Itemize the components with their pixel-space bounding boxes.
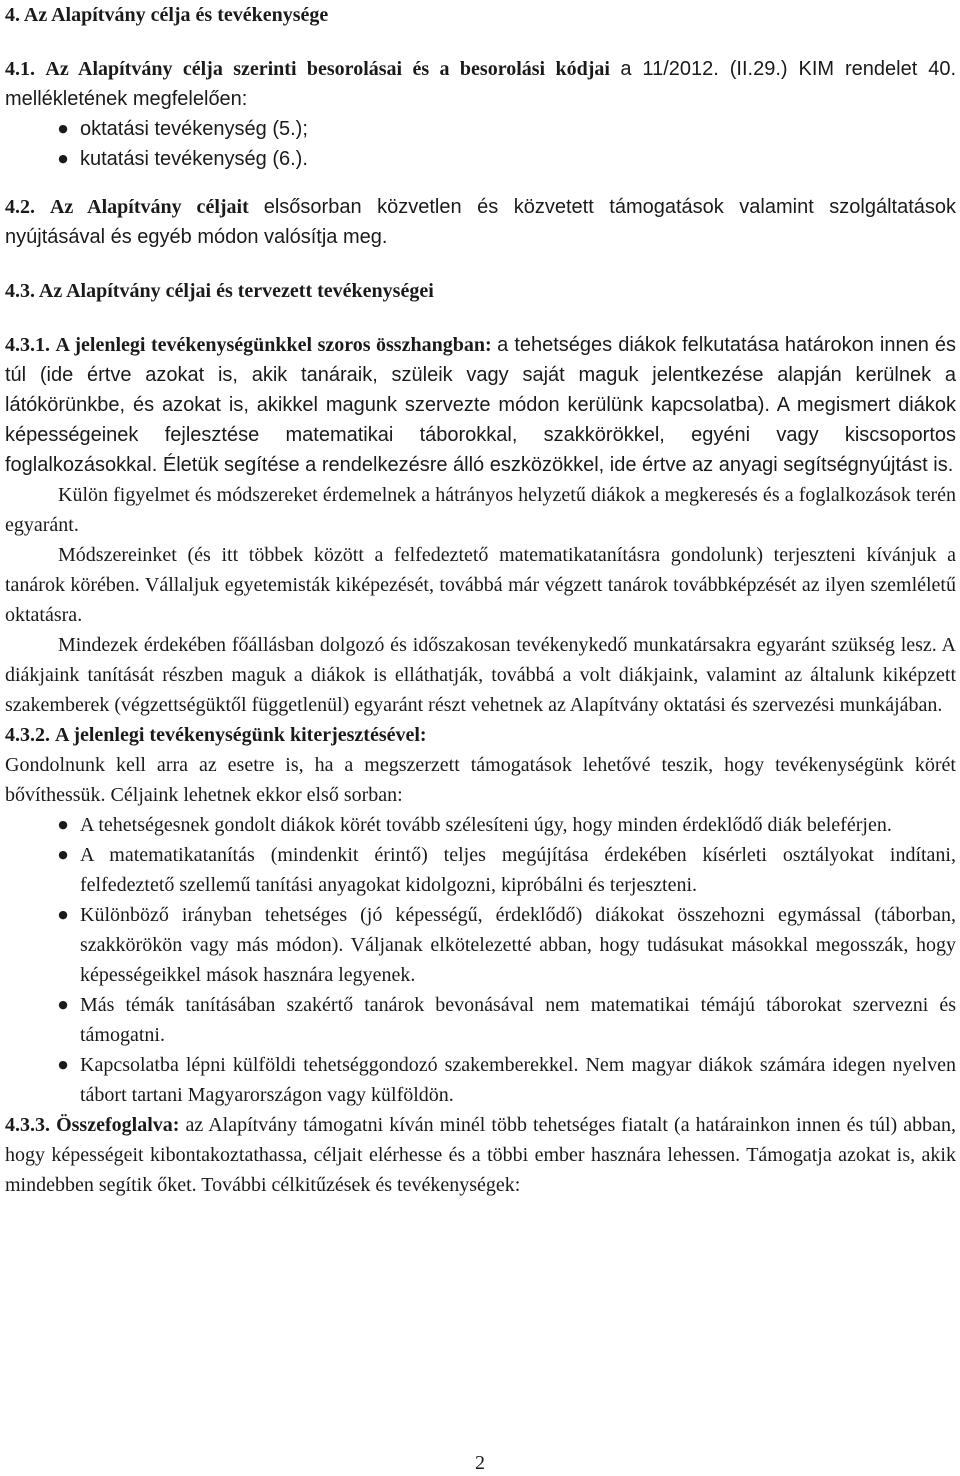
section-4-3-2-number: 4.3.2.: [5, 724, 50, 746]
list-item: ● Kapcsolatba lépni külföldi tehetséggondozó szakemberekkel. Nem magyar diákok számára idegen nyelven tábort tartani Magyarországon vagy külföldön.: [5, 1050, 956, 1110]
list-item: ● A matematikatanítás (mindenkit érintő) teljes megújítása érdekében kísérleti osztályokat indítani, felfedeztető szellemű tanítási anyagokat kidolgozni, kipróbálni és terjeszteni.: [5, 840, 956, 900]
bullet-icon: ●: [58, 848, 68, 861]
section-4-3-3: 4.3.3. Összefoglalva: az Alapítvány támogatni kíván minél több tehetséges fiatalt (a határainkon innen és túl) abban, hogy képességeit kibontakoztathassa, céljait elérhesse és a többi ember hasznára lehessen. Támogatja azokat is, akik mindebben segítik őket. További célkitűzések és tevékenységek:: [5, 1114, 957, 1196]
section-4-3-2-lead: A jelenlegi tevékenységünk kiterjesztésével:: [55, 724, 427, 746]
section-4-2: [5, 192, 956, 252]
section-4-3-1-paragraph-1: 4.3.1. A jelenlegi tevékenységünkkel szoros összhangban: a tehetséges diákok felkutatása határokon innen és túl (ide értve azokat is, akik tanáraik, szüleik vagy saját maguk jelentkezése alapján kerülnek a látókörünkbe, és azokat is, akikkel magunk szervezte módon kerülünk kapcsolatba). A megismert diákok képességeinek fejlesztése matematikai táborokkal, szakkörökkel, egyéni vagy kiscsoportos foglalkozásokkal. Életük segítése a rendelkezésre álló eszközökkel, ide értve az anyagi segítségnyújtást is.: [5, 334, 957, 476]
section-4-3-2-heading: [5, 720, 956, 750]
list-item: ● kutatási tevékenység (6.).: [5, 144, 956, 174]
section-heading-4: 4. Az Alapítvány célja és tevékenysége: [5, 4, 329, 26]
section-4-3-1-paragraph-4: Mindezek érdekében főállásban dolgozó és időszakosan tevékenykedő munkatársakra egyaránt szükség lesz. A diákjaink tanítását részben maguk a diákok is elláthatják, továbbá a volt diákjaink, valamint az általunk kiképzett szakemberek (végzettségüktől függetlenül) egyaránt részt vehetnek az Alapítvány oktatási és szervezési munkájában.: [5, 634, 956, 716]
classification-list: [5, 114, 956, 174]
page-number: 2: [475, 1452, 485, 1474]
bullet-icon: ●: [58, 908, 68, 921]
list-item: ● Különböző irányban tehetséges (jó képességű, érdeklődő) diákokat összehozni egymással (táborban, szakkörökön vagy más módon). Váljanak elkötelezetté abban, hogy tudásukat másokkal megosszák, hogy képességeikkel mások hasznára legyenek.: [5, 900, 956, 990]
section-4-1-text: a 11/2012. (II.29.) KIM rendelet 40. mellékletének megfelelően:: [5, 58, 956, 110]
section-4-2-text: elsősorban közvetlen és közvetett támogatások valamint szolgáltatások nyújtásával és egyéb módon valósítja meg.: [5, 196, 957, 248]
list-item: ● Más témák tanításában szakértő tanárok bevonásával nem matematikai témájú táborokat szervezni és támogatni.: [5, 990, 956, 1050]
section-4-3-1-lead: A jelenlegi tevékenységünkkel szoros összhangban:: [55, 334, 492, 356]
section-4-2-number: 4.2.: [5, 196, 35, 218]
bullet-icon: ●: [58, 818, 68, 831]
section-4-1-number: 4.1.: [5, 58, 35, 80]
bullet-icon: ●: [58, 152, 68, 165]
section-4-1: [5, 54, 956, 114]
goals-list: [5, 810, 956, 1110]
section-4-3-1-paragraph-3: Módszereinket (és itt többek között a felfedeztető matematikatanításra gondolunk) terjeszteni kívánjuk a tanárok körében. Vállaljuk egyetemisták kiképezését, továbbá már végzett tanárok továbbképzését az ilyen szemléletű oktatásra.: [5, 544, 956, 626]
section-4-3-2-paragraph: Gondolnunk kell arra az esetre is, ha a megszerzett támogatások lehetővé teszik, hogy tevékenységünk körét bővíthessük. Céljaink lehetnek ekkor első sorban:: [5, 754, 956, 806]
document-page: [5, 0, 956, 1200]
section-4-3-3-lead: Összefoglalva:: [56, 1114, 180, 1136]
section-4-3-1-paragraph-2: Külön figyelmet és módszereket érdemelnek a hátrányos helyzetű diákok a megkeresés és a foglalkozások terén egyaránt.: [5, 484, 956, 536]
section-4-3-1-number: 4.3.1.: [5, 334, 50, 356]
bullet-icon: ●: [58, 1058, 68, 1071]
list-item: ● A tehetségesnek gondolt diákok körét tovább szélesíteni úgy, hogy minden érdeklődő diák beleférjen.: [5, 810, 956, 840]
bullet-icon: ●: [58, 998, 68, 1011]
section-4-1-lead: Az Alapítvány célja szerinti besorolásai és a besorolási kódjai: [45, 58, 610, 80]
section-4-2-lead: Az Alapítvány céljait: [49, 196, 249, 218]
section-4-3-3-number: 4.3.3.: [5, 1114, 50, 1136]
bullet-icon: ●: [58, 122, 68, 135]
list-item: ● oktatási tevékenység (5.);: [5, 114, 956, 144]
section-4-3-title: 4.3. Az Alapítvány céljai és tervezett tevékenységei: [5, 280, 434, 302]
